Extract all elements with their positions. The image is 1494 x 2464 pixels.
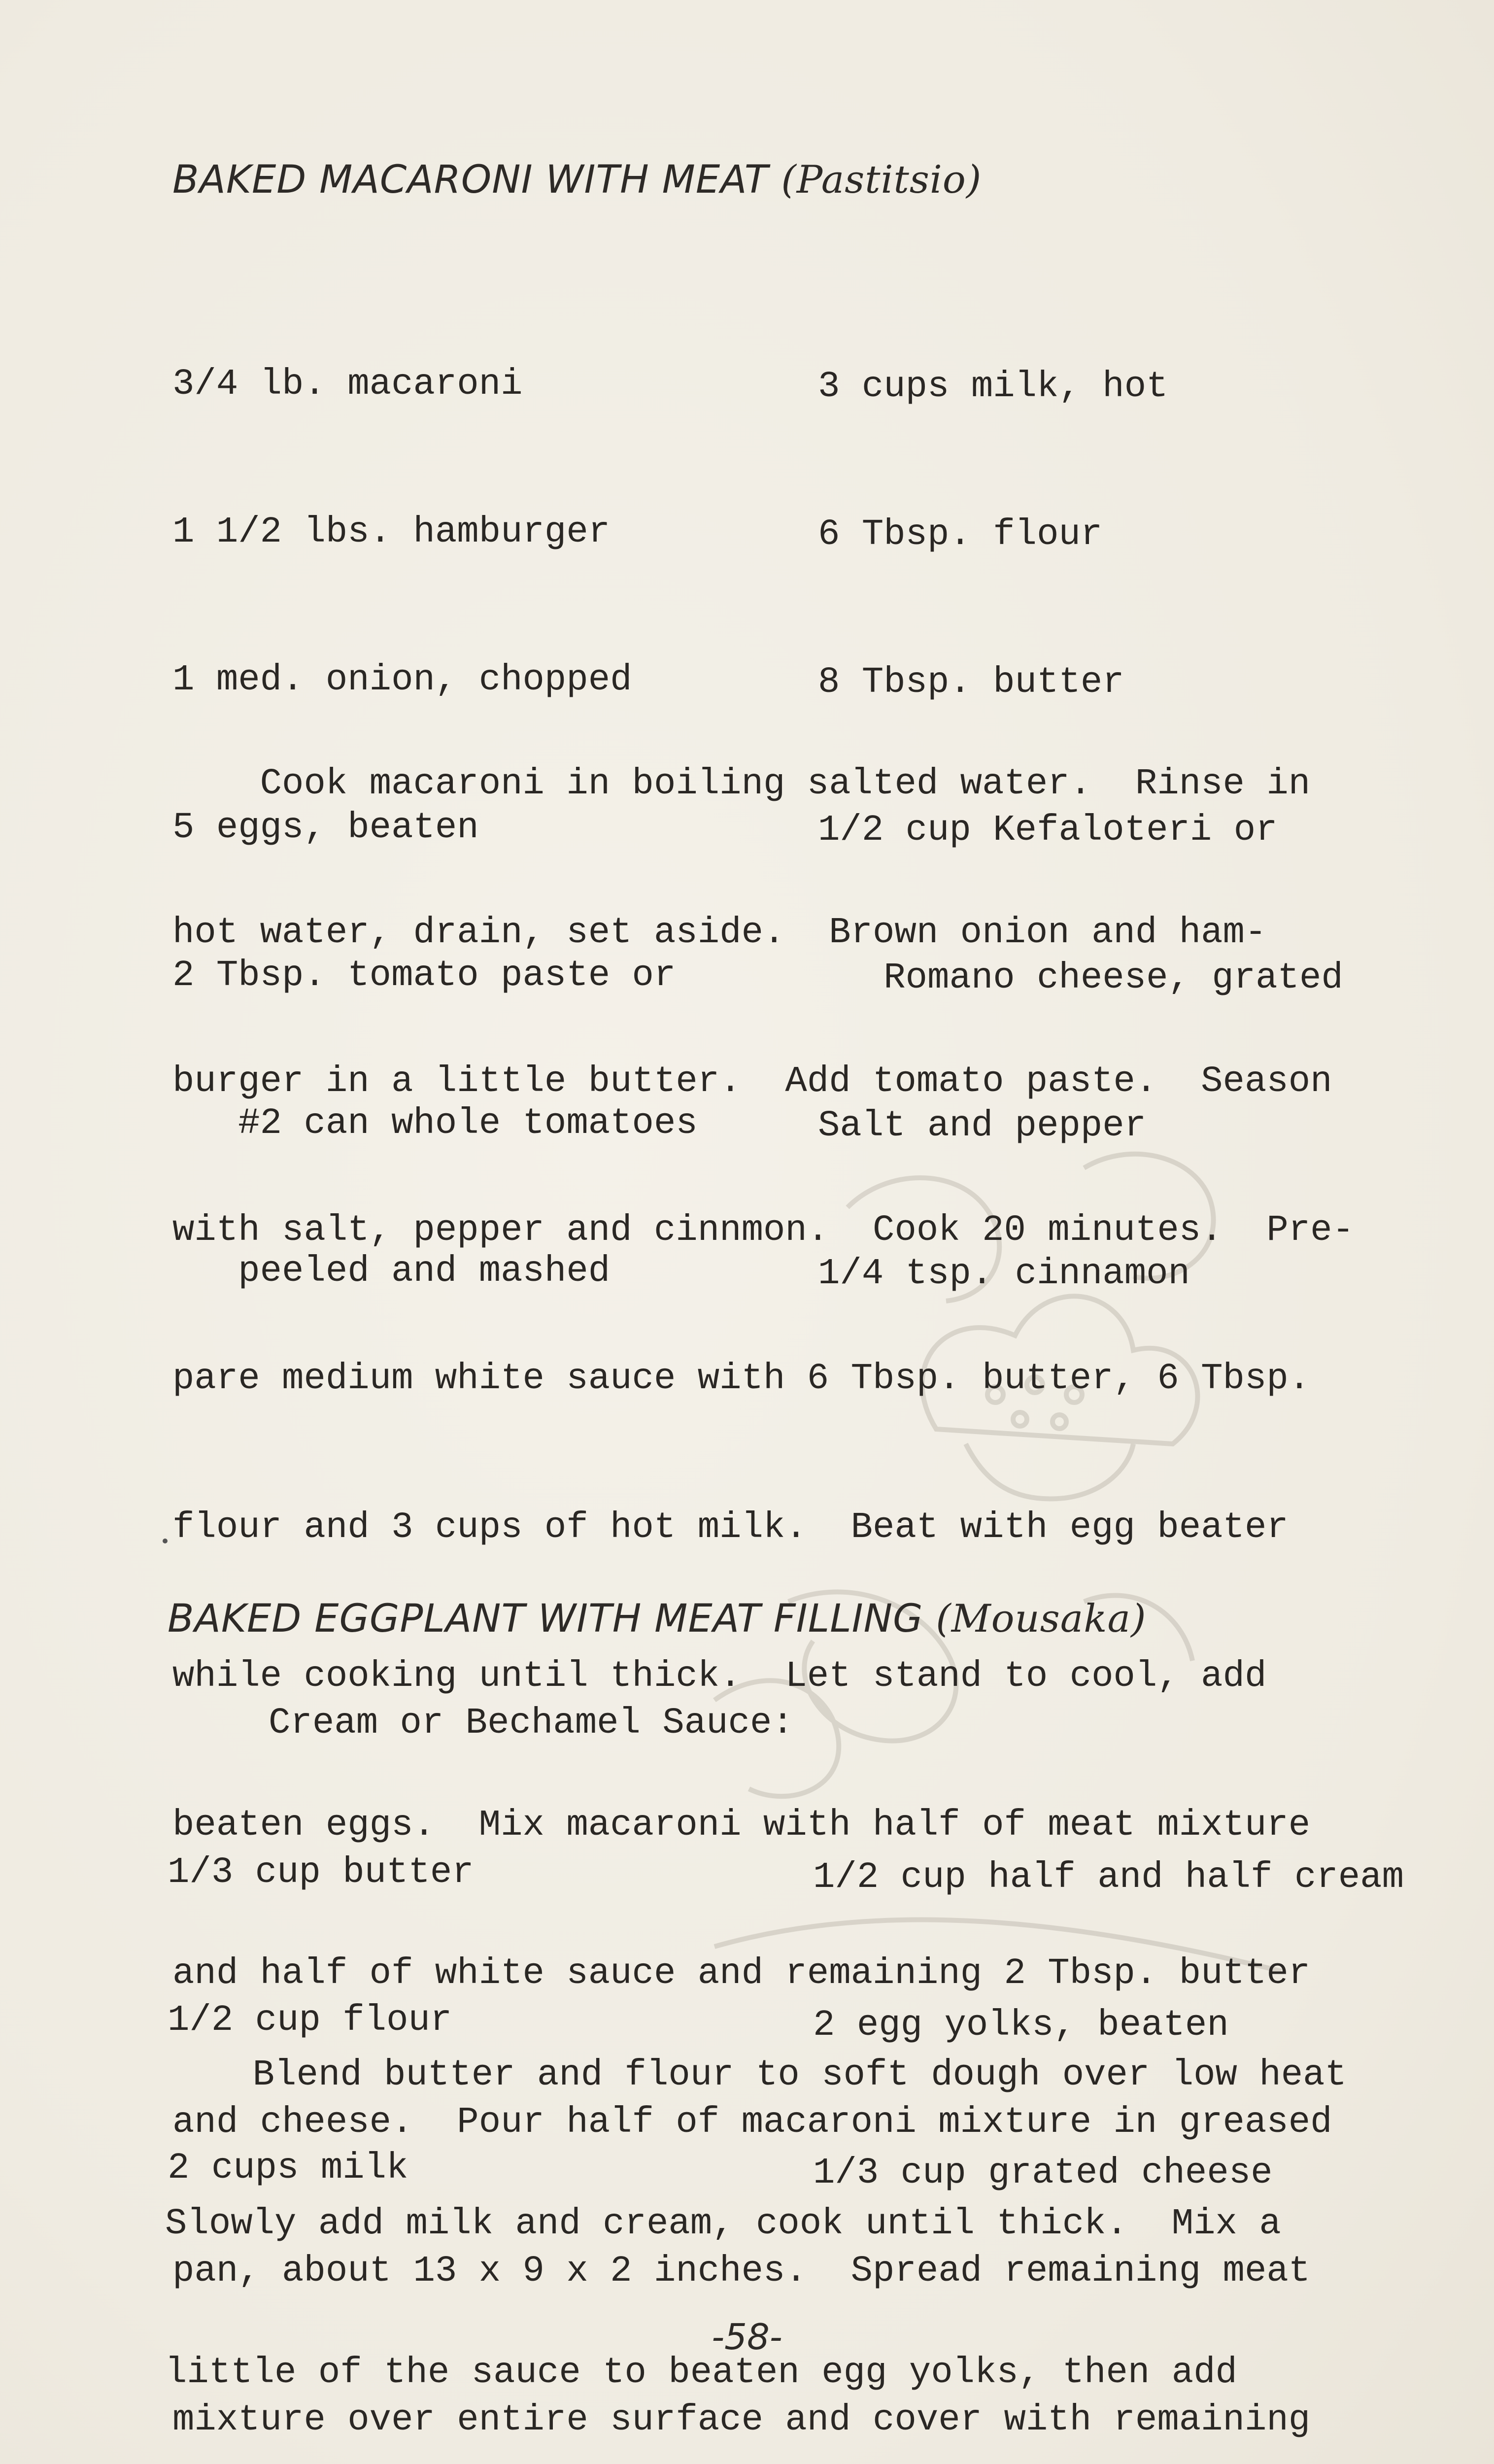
directions-line: while cooking until thick. Let stand to cool, add — [172, 1655, 1267, 1697]
directions-line: flour and 3 cups of hot milk. Beat with egg beater — [172, 1507, 1289, 1549]
ingredient-line: 1/3 cup grated cheese — [813, 2153, 1273, 2194]
directions-line: hot water, drain, set aside. Brown onion and ham- — [172, 912, 1267, 954]
recipe-title-greek: Mousaka — [951, 1597, 1131, 1641]
ingredient-line: 5 eggs, beaten — [172, 807, 479, 849]
directions-line: Slowly add milk and cream, cook until thick. Mix a — [165, 2203, 1281, 2245]
ingredient-line: 1/4 tsp. cinnamon — [818, 1253, 1190, 1295]
ingredient-line: 3 cups milk, hot — [818, 366, 1168, 408]
recipe-directions-mousaka — [165, 1951, 1347, 2464]
directions-line: Cook macaroni in boiling salted water. Rinse in — [172, 763, 1311, 805]
paper-speck — [163, 1539, 168, 1543]
sauce-heading: Cream or Bechamel Sauce: — [269, 1703, 794, 1744]
ingredient-line: 1 1/2 lbs. hamburger — [172, 512, 611, 553]
ingredient-line: 8 Tbsp. butter — [818, 662, 1124, 703]
ingredient-line: 2 cups milk — [168, 2148, 408, 2189]
directions-line: Blend butter and flour to soft dough over low heat — [165, 2054, 1347, 2096]
directions-line: little of the sauce to beaten egg yolks, then add — [165, 2352, 1237, 2394]
recipe-title-greek: Pastitsio — [796, 158, 966, 202]
ingredient-line: 1/2 cup flour — [168, 2000, 452, 2041]
directions-line: pan, about 13 x 9 x 2 inches. Spread remaining meat — [172, 2251, 1311, 2292]
ingredient-line: 2 Tbsp. tomato paste or — [172, 955, 676, 996]
directions-line: mixture over entire surface and cover with remaining — [172, 2399, 1311, 2441]
directions-line: beaten eggs. Mix macaroni with half of meat mixture — [172, 1804, 1311, 1846]
directions-line: with salt, pepper and cinnmon. Cook 20 minutes. Pre- — [172, 1209, 1354, 1251]
ingredient-line: 1/2 cup Kefaloteri or — [818, 810, 1278, 851]
directions-line: and cheese. Pour half of macaroni mixture in greased — [172, 2102, 1332, 2144]
recipe-title-text: BAKED MACARONI WITH MEAT — [172, 158, 769, 202]
ingredient-line: #2 can whole tomatoes — [172, 1103, 698, 1144]
directions-line: pare medium white sauce with 6 Tbsp. butter, 6 Tbsp. — [172, 1358, 1311, 1400]
recipe-title-mousaka: BAKED EGGPLANT WITH MEAT FILLING (Mousaka) — [168, 1597, 1147, 1641]
ingredient-line: peeled and mashed — [172, 1251, 611, 1292]
ingredient-line: 3/4 lb. macaroni — [172, 364, 523, 405]
ingredient-line: Salt and pepper — [818, 1105, 1147, 1147]
page-number: -58- — [712, 2316, 782, 2358]
recipe-title-text: BAKED EGGPLANT WITH MEAT FILLING — [168, 1597, 923, 1641]
ingredient-line: 2 egg yolks, beaten — [813, 2005, 1229, 2046]
ingredient-line: 1/2 cup half and half cream — [813, 1857, 1404, 1898]
ingredient-line: 6 Tbsp. flour — [818, 514, 1103, 555]
recipe-title-pastitsio: BAKED MACARONI WITH MEAT (Pastitsio) — [172, 158, 982, 202]
ingredient-line: Romano cheese, grated — [818, 958, 1343, 999]
ingredient-line: 1/3 cup butter — [168, 1852, 474, 1893]
ingredient-line: 1 med. onion, chopped — [172, 659, 632, 701]
directions-line: burger in a little butter. Add tomato paste. Season — [172, 1061, 1332, 1102]
directions-line: and half of white sauce and remaining 2 Tbsp. butter — [172, 1953, 1311, 1995]
